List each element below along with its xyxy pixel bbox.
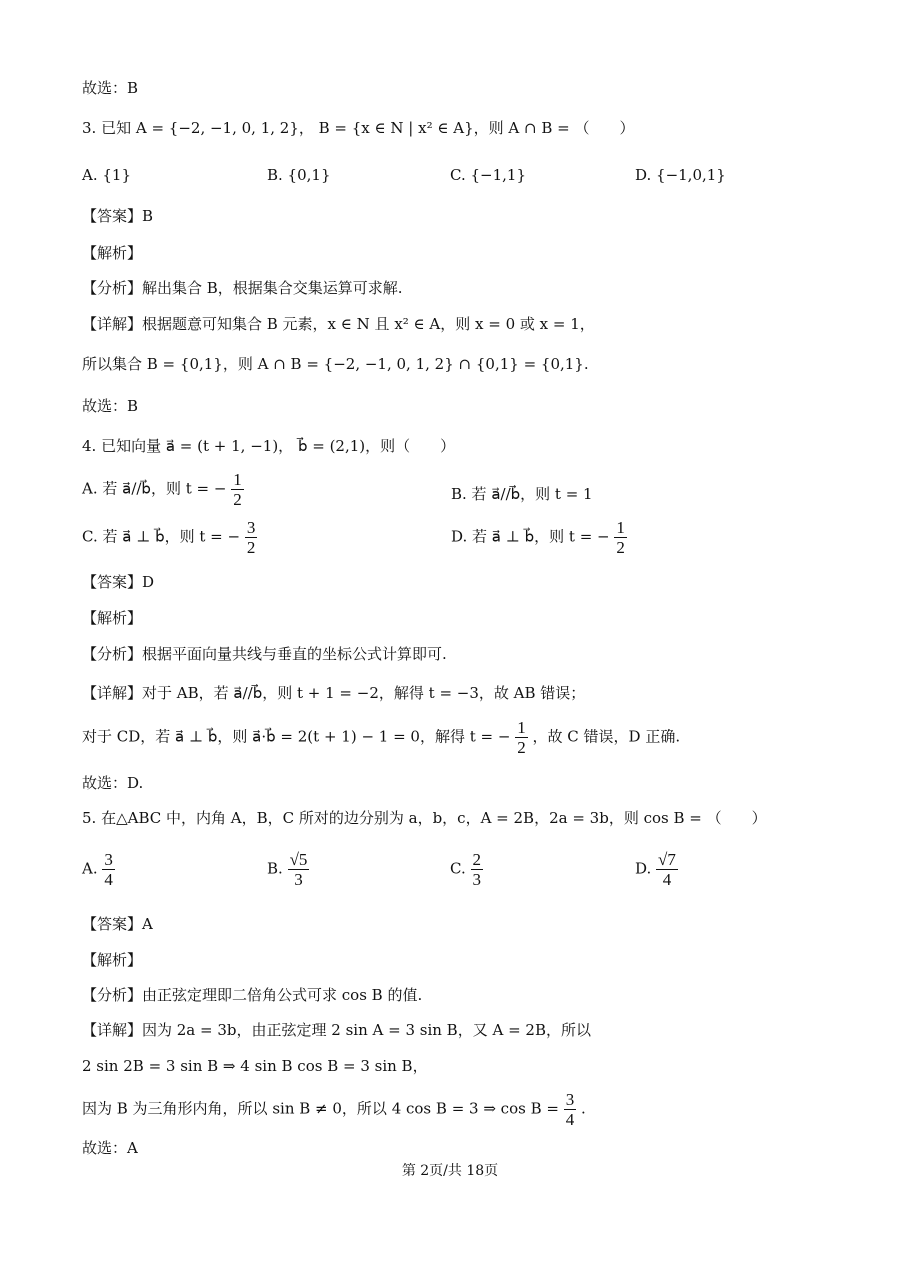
denominator: 2 bbox=[246, 538, 256, 557]
q3-option-d: D. {−1,0,1} bbox=[635, 166, 726, 184]
q5-detail-2: 2 sin 2B = 3 sin B ⇒ 4 sin B cos B = 3 sin B， bbox=[82, 1057, 428, 1075]
numerator: 3 bbox=[246, 518, 256, 537]
q5-detail-3-tail: . bbox=[581, 1099, 586, 1118]
q5-option-b-label: B. bbox=[267, 859, 283, 878]
q4-analysis: 【分析】根据平面向量共线与垂直的坐标公式计算即可. bbox=[82, 645, 447, 663]
denominator: 3 bbox=[294, 870, 303, 889]
q5-conclusion: 故选：A bbox=[82, 1139, 138, 1157]
q5-answer: 【答案】A bbox=[82, 915, 153, 933]
q3-analysis: 【分析】解出集合 B，根据集合交集运算可求解. bbox=[82, 279, 403, 297]
denominator: 2 bbox=[233, 490, 242, 509]
q3-option-a: A. {1} bbox=[82, 166, 131, 184]
q4-option-a bbox=[82, 470, 244, 509]
page-footer: 第 2页/共 18页 bbox=[401, 1163, 499, 1179]
q3-analysis-heading: 【解析】 bbox=[82, 244, 143, 262]
fraction-three-quarters bbox=[564, 1090, 577, 1129]
question-4-stem: 4. 已知向量 a⃗ = (t + 1, −1)， b⃗ = (2,1)，则（ ） bbox=[82, 437, 456, 455]
denominator: 2 bbox=[616, 538, 625, 557]
numerator: √5 bbox=[289, 850, 308, 869]
q5-detail-3 bbox=[82, 1090, 586, 1129]
q4-conclusion: 故选：D. bbox=[82, 774, 144, 792]
numerator: 2 bbox=[472, 850, 481, 869]
question-3-stem: 3. 已知 A = {−2, −1, 0, 1, 2}， B = {x ∈ N | x² ∈ A}，则 A ∩ B = （ ） bbox=[82, 119, 635, 137]
numerator: √7 bbox=[658, 850, 676, 869]
q5-option-d bbox=[635, 850, 678, 889]
q4-analysis-heading: 【解析】 bbox=[82, 609, 143, 627]
q4-detail-2 bbox=[82, 718, 680, 757]
fraction-two-thirds bbox=[471, 850, 484, 889]
numerator: 3 bbox=[104, 850, 113, 869]
fraction-one-half bbox=[614, 518, 627, 557]
q4-option-a-text: A. 若 a⃗//b⃗，则 t = − bbox=[82, 479, 227, 498]
q4-detail-1: 【详解】对于 AB，若 a⃗//b⃗，则 t + 1 = −2，解得 t = −3，故 AB 错误； bbox=[82, 684, 586, 702]
q3-option-b: B. {0,1} bbox=[267, 166, 331, 184]
numerator: 1 bbox=[616, 518, 625, 537]
q3-conclusion: 故选：B bbox=[82, 397, 139, 415]
denominator: 4 bbox=[662, 870, 672, 889]
q5-detail-1: 【详解】因为 2a = 3b，由正弦定理 2 sin A = 3 sin B，又 A = 2B，所以 bbox=[82, 1021, 591, 1039]
q5-option-a bbox=[82, 850, 115, 889]
q4-option-d bbox=[451, 518, 627, 557]
q5-analysis: 【分析】由正弦定理即二倍角公式可求 cos B 的值. bbox=[82, 986, 423, 1004]
denominator: 3 bbox=[472, 870, 481, 889]
q5-analysis-heading: 【解析】 bbox=[82, 951, 143, 969]
numerator: 3 bbox=[565, 1090, 575, 1109]
q5-detail-3-text: 因为 B 为三角形内角，所以 sin B ≠ 0，所以 4 cos B = 3 ⇒ cos B = bbox=[82, 1099, 559, 1118]
q4-option-c bbox=[82, 518, 257, 557]
answer-line: 故选：B bbox=[82, 79, 139, 97]
question-5-stem: 5. 在△ABC 中，内角 A，B，C 所对的边分别为 a，b，c，A = 2B，2a = 3b，则 cos B = （ ） bbox=[82, 809, 767, 827]
q4-option-c-text: C. 若 a⃗ ⊥ b⃗，则 t = − bbox=[82, 527, 241, 546]
fraction-root5-over-3 bbox=[288, 850, 310, 889]
q3-detail-2: 所以集合 B = {0,1}，则 A ∩ B = {−2, −1, 0, 1, 2} ∩ {0,1} = {0,1}. bbox=[82, 355, 589, 373]
q5-option-a-label: A. bbox=[82, 859, 98, 878]
q3-answer: 【答案】B bbox=[82, 207, 154, 225]
q5-option-c bbox=[450, 850, 483, 889]
q4-option-b: B. 若 a⃗//b⃗，则 t = 1 bbox=[451, 485, 593, 503]
numerator: 1 bbox=[233, 470, 242, 489]
q3-detail-1: 【详解】根据题意可知集合 B 元素，x ∈ N 且 x² ∈ A，则 x = 0 或 x = 1， bbox=[82, 315, 595, 333]
q5-option-c-label: C. bbox=[450, 859, 466, 878]
q5-option-d-label: D. bbox=[635, 859, 652, 878]
fraction-one-half bbox=[515, 718, 528, 757]
denominator: 2 bbox=[517, 738, 526, 757]
denominator: 4 bbox=[104, 870, 113, 889]
q4-option-d-text: D. 若 a⃗ ⊥ b⃗，则 t = − bbox=[451, 527, 610, 546]
denominator: 4 bbox=[565, 1110, 575, 1129]
fraction-one-half bbox=[231, 470, 244, 509]
q4-detail-2-tail: ，故 C 错误，D 正确. bbox=[532, 727, 681, 746]
q3-option-c: C. {−1,1} bbox=[450, 166, 526, 184]
fraction-root7-over-4 bbox=[656, 850, 678, 889]
q5-option-b bbox=[267, 850, 309, 889]
numerator: 1 bbox=[517, 718, 526, 737]
q4-answer: 【答案】D bbox=[82, 573, 155, 591]
q4-detail-2-text: 对于 CD，若 a⃗ ⊥ b⃗，则 a⃗·b⃗ = 2(t + 1) − 1 = 0，解得 t = − bbox=[82, 727, 511, 746]
fraction-three-quarters bbox=[102, 850, 115, 889]
fraction-three-halves bbox=[245, 518, 258, 557]
